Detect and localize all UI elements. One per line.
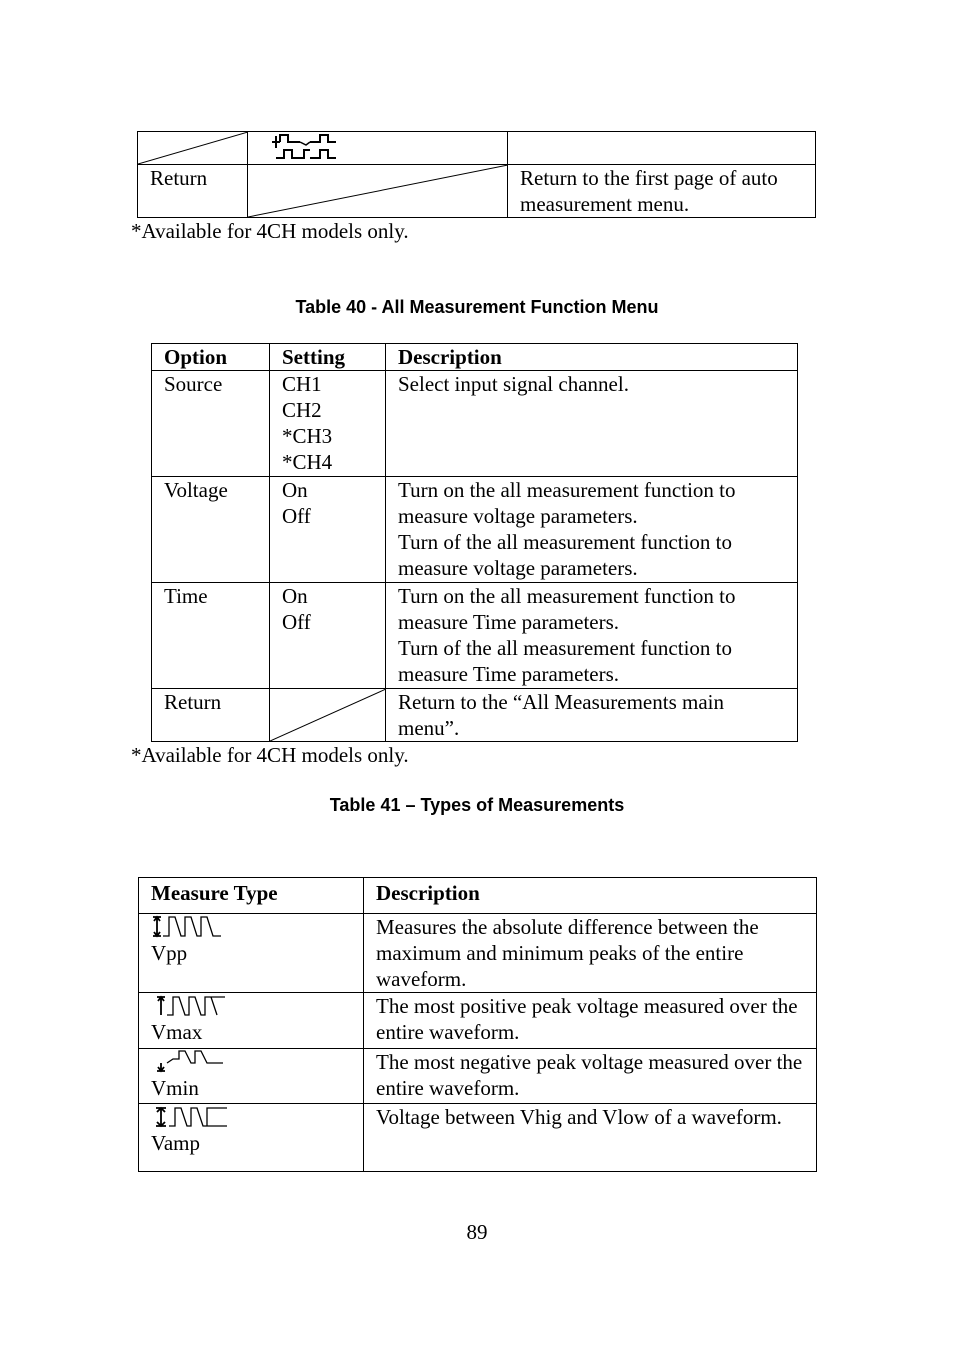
column-header: Option — [152, 344, 270, 371]
page-number: 89 — [466, 1220, 488, 1244]
vpp-icon — [151, 914, 223, 940]
delay-waveform-icon — [270, 132, 340, 164]
option-cell: Time — [152, 583, 270, 689]
option-cell: Return — [152, 689, 270, 742]
column-header: Measure Type — [139, 878, 364, 914]
table-row — [139, 1104, 817, 1172]
option-cell: Voltage — [152, 477, 270, 583]
diagonal-line-icon — [270, 689, 386, 742]
description-cell: Turn on the all measurement function to measure Time parameters. Turn of the all measurement function to measure Time parameters. — [386, 583, 798, 689]
table-caption: Table 40 - All Measurement Function Menu — [295, 297, 659, 317]
all-measurement-table — [151, 343, 798, 742]
measure-type-cell — [139, 1104, 364, 1172]
diagonal-line-icon — [248, 165, 508, 218]
measure-type-cell — [139, 993, 364, 1049]
table-row — [139, 914, 817, 993]
top-table — [137, 131, 816, 218]
column-header: Description — [364, 878, 817, 914]
empty-diagonal-cell — [248, 165, 508, 218]
setting-cell: On Off — [270, 583, 386, 689]
description-cell: Turn on the all measurement function to measure voltage parameters. Turn of the all measurement function to measure voltage parameters. — [386, 477, 798, 583]
footnote: *Available for 4CH models only. — [131, 219, 409, 243]
icon-cell — [248, 132, 508, 165]
table-row — [152, 583, 798, 689]
description-cell: The most negative peak voltage measured over the entire waveform. — [364, 1049, 817, 1104]
table-row — [152, 477, 798, 583]
empty-diagonal-cell — [270, 689, 386, 742]
diagonal-line-icon — [138, 132, 248, 165]
measure-type-label: Vpp — [151, 941, 188, 965]
description-cell: Select input signal channel. — [386, 371, 798, 477]
vamp-icon — [151, 1104, 231, 1130]
footnote: *Available for 4CH models only. — [131, 743, 409, 767]
measure-type-label: Vmin — [151, 1076, 199, 1100]
measure-type-label: Vamp — [151, 1131, 200, 1155]
vmax-icon — [151, 993, 231, 1019]
column-header: Setting — [270, 344, 386, 371]
table-row — [139, 1049, 817, 1104]
description-cell: Return to the “All Measurements main menu”. — [386, 689, 798, 742]
measurement-types-table — [138, 877, 817, 1172]
empty-cell — [508, 132, 816, 165]
table-row — [139, 993, 817, 1049]
description-cell: Voltage between Vhig and Vlow of a waveform. — [364, 1104, 817, 1172]
setting-cell: On Off — [270, 477, 386, 583]
measure-type-cell — [139, 914, 364, 993]
measure-type-cell — [139, 1049, 364, 1104]
measure-type-label: Vmax — [151, 1020, 203, 1044]
table-row — [152, 689, 798, 742]
description-cell: Return to the first page of auto measurement menu. — [508, 165, 816, 218]
vmin-icon — [151, 1049, 231, 1075]
column-header: Description — [386, 344, 798, 371]
description-cell: The most positive peak voltage measured over the entire waveform. — [364, 993, 817, 1049]
option-cell: Source — [152, 371, 270, 477]
description-cell: Measures the absolute difference between the maximum and minimum peaks of the entire waveform. — [364, 914, 817, 993]
option-cell: Return — [138, 165, 248, 218]
empty-diagonal-cell — [138, 132, 248, 165]
table-row — [152, 371, 798, 477]
setting-cell: CH1 CH2 *CH3 *CH4 — [270, 371, 386, 477]
table-caption: Table 41 – Types of Measurements — [329, 795, 625, 815]
